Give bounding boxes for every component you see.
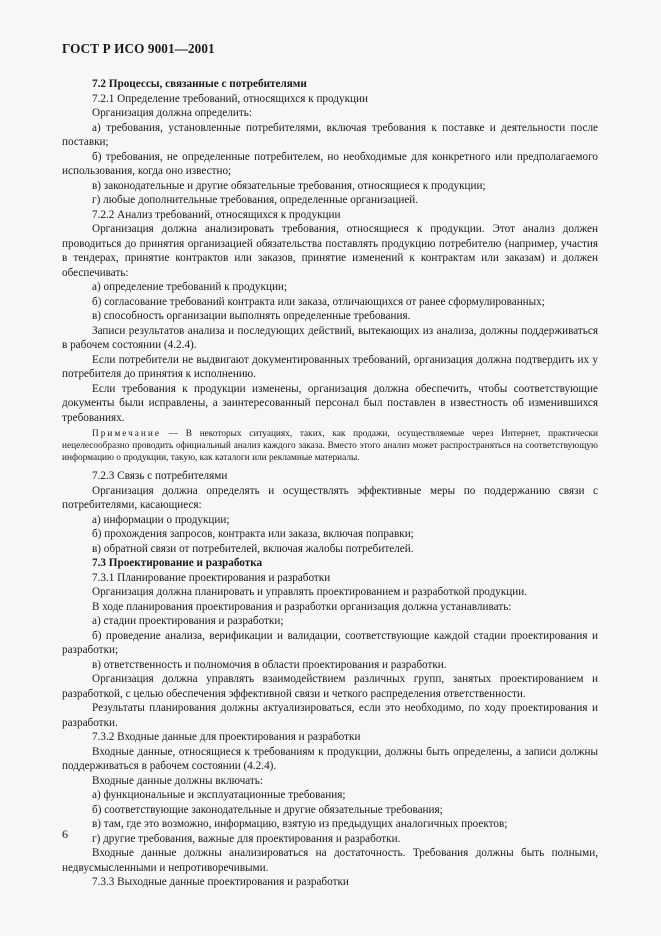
paragraph: Организация должна управлять взаимодействием различных групп, занятых проектированием и разработкой, с целью обеспечения эффективной связи и четкого распределения ответственности. [62, 673, 598, 700]
list-item: б) соответствующие законодательные и другие обязательные требования; [92, 803, 443, 816]
paragraph: Входные данные должны включать: [92, 774, 264, 787]
standard-header: ГОСТ Р ИСО 9001—2001 [62, 41, 215, 56]
paragraph: В ходе планирования проектирования и разработки организация должна устанавливать: [92, 600, 512, 613]
paragraph: Результаты планирования должны актуализироваться, если это необходимо, по ходу проектирования и разработки. [62, 702, 598, 729]
subsection-heading-7-2-2: 7.2.2 Анализ требований, относящихся к продукции [92, 208, 341, 221]
subsection-heading-7-2-3: 7.2.3 Связь с потребителями [92, 470, 228, 483]
note-label: Примечание [92, 429, 161, 439]
list-item: а) стадии проектирования и разработки; [92, 615, 284, 628]
list-item: в) способность организации выполнять определенные требования. [92, 310, 411, 322]
list-item: в) законодательные и другие обязательные требования, относящиеся к продукции; [92, 179, 486, 192]
list-item: г) другие требования, важные для проектирования и разработки. [92, 832, 401, 845]
subsection-heading-7-3-2: 7.3.2 Входные данные для проектирования и разработки [92, 731, 361, 744]
paragraph: Организация должна определять и осуществлять эффективные меры по поддержанию связи с потребителями, касающиеся: [62, 484, 598, 512]
page-body [62, 77, 598, 890]
subsection-heading-7-2-1: 7.2.1 Определение требований, относящихся к продукции [92, 92, 368, 105]
list-item: б) прохождения запросов, контракта или заказа, включая поправки; [92, 528, 414, 541]
paragraph: Если требования к продукции изменены, организация должна обеспечить, чтобы соответствующие документы были исправлены, а заинтересованный персонал был поставлен в известность об изменившихся требованиях. [62, 382, 598, 424]
list-item: г) любые дополнительные требования, определенные организацией. [92, 194, 419, 206]
note-text: — В некоторых ситуациях, таких, как продажи, осуществляемые через Интернет, практически нецелесообразно проводить официальный анализ каждого заказа. Вместо этого анализ может распространяться на соответствующую информацию о продукции, такую, как каталоги или рекламные материалы. [62, 429, 598, 463]
list-item: в) ответственность и полномочия в области проектирования и разработки. [92, 658, 447, 671]
list-item: а) информации о продукции; [92, 513, 230, 526]
list-item: а) функциональные и эксплуатационные требования; [92, 789, 346, 802]
section-heading-7-3: 7.3 Проектирование и разработка [92, 557, 263, 570]
paragraph: Если потребители не выдвигают документированных требований, организация должна подтвердить их у потребителя до принятия к исполнению. [62, 353, 598, 380]
list-item: в) обратной связи от потребителей, включая жалобы потребителей. [92, 542, 414, 555]
section-heading-7-2: 7.2 Процессы, связанные с потребителями [92, 78, 307, 90]
list-item: а) требования, установленные потребителями, включая требования к поставке и деятельности после поставки; [62, 121, 598, 148]
subsection-heading-7-3-1: 7.3.1 Планирование проектирования и разработки [92, 571, 331, 584]
note [62, 429, 598, 464]
paragraph: Организация должна планировать и управлять проектированием и разработкой продукции. [92, 586, 528, 599]
paragraph: Входные данные, относящиеся к требованиям к продукции, должны быть определены, а записи должны поддерживаться в рабочем состоянии (4.2.4). [62, 745, 598, 773]
list-item: б) проведение анализа, верификации и валидации, соответствующие каждой стадии проектирования и разработки; [62, 629, 598, 657]
subsection-heading-7-3-3: 7.3.3 Выходные данные проектирования и разработки [92, 876, 349, 889]
paragraph: Организация должна определить: [92, 107, 253, 119]
list-item: а) определение требований к продукции; [92, 281, 288, 293]
page-number: 6 [62, 827, 68, 841]
list-item: б) согласование требований контракта или заказа, отличающихся от ранее сформулированных; [92, 295, 545, 308]
list-item: б) требования, не определенные потребителем, но необходимые для конкретного или предполагаемого использования, когда оно известно; [62, 150, 598, 177]
paragraph: Записи результатов анализа и последующих действий, вытекающих из анализа, должны поддерживаться в рабочем состоянии (4.2.4). [62, 324, 598, 351]
paragraph: Входные данные должны анализироваться на достаточность. Требования должны быть полными, недвусмысленными и непротиворечивыми. [62, 847, 598, 874]
list-item: в) там, где это возможно, информацию, взятую из предыдущих аналогичных проектов; [92, 818, 508, 831]
paragraph: Организация должна анализировать требования, относящиеся к продукции. Этот анализ должен проводиться до принятия организацией обязательства поставлять продукцию потребителю (например, участия в тендерах, принятие контрактов или заказов, принятие изменений к контрактам или заказам) и должен обеспечивать: [62, 223, 598, 279]
